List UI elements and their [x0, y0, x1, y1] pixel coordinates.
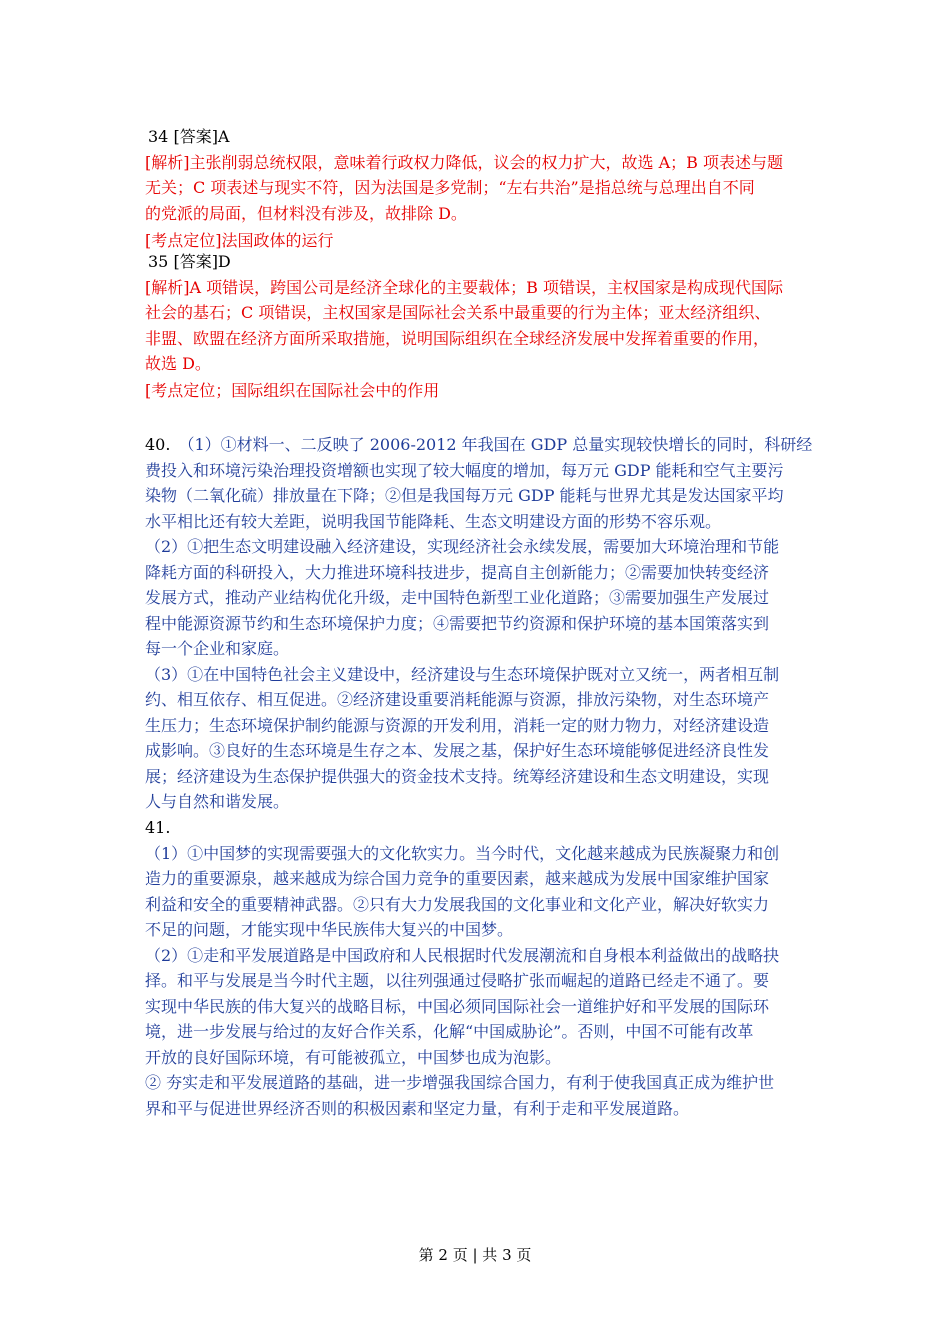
- q41-line: 境，进一步发展与给过的友好合作关系，化解“中国威胁论”。否则，中国不可能有改革: [145, 1022, 754, 1041]
- q40-line: 人与自然和谐发展。: [145, 792, 290, 811]
- q40-line: （2）①把生态文明建设融入经济建设，实现经济社会永续发展，需要加大环境治理和节能: [145, 537, 780, 556]
- q40-line: 降耗方面的科研投入，大力推进环境科技进步，提高自主创新能力；②需要加快转变经济: [145, 562, 770, 582]
- q40-line: 水平相比还有较大差距，说明我国节能降耗、生态文明建设方面的形势不容乐观。: [145, 511, 722, 531]
- q35-analysis-line: 社会的基石；C 项错误，主权国家是国际社会关系中最重要的行为主体；亚太经济组织、: [145, 303, 771, 322]
- q40-line: 成影响。③良好的生态环境是生存之本、发展之基，保护好生态环境能够促进经济良性发: [145, 741, 770, 760]
- q41-line: 实现中华民族的伟大复兴的战略目标，中国必须同国际社会一道维护好和平发展的国际环: [145, 996, 770, 1016]
- q35-block: [145, 249, 810, 403]
- q40-line: 发展方式，推动产业结构优化升级，走中国特色新型工业化道路；③需要加强生产发展过: [145, 588, 770, 607]
- q41-line: 造力的重要源泉，越来越成为综合国力竞争的重要因素，越来越成为发展中国家维护国家: [145, 869, 770, 888]
- q35-point: [考点定位；国际组织在国际社会中的作用: [145, 380, 440, 400]
- q40-line: 费投入和环境污染治理投资增额也实现了较大幅度的增加，每万元 GDP 能耗和空气主要污: [145, 460, 784, 480]
- q41-line: （2）①走和平发展道路是中国政府和人民根据时代发展潮流和自身根本利益做出的战略抉: [145, 945, 780, 965]
- q41-line: 择。和平与发展是当今时代主题，以往列强通过侵略扩张而崛起的道路已经走不通了。要: [145, 971, 770, 990]
- q41-line: 界和平与促进世界经济否则的积极因素和坚定力量，有利于走和平发展道路。: [145, 1098, 690, 1118]
- q41-line: （1）①中国梦的实现需要强大的文化软实力。当今时代，文化越来越成为民族凝聚力和创: [145, 843, 780, 863]
- q41-line: 不足的问题，才能实现中华民族伟大复兴的中国梦。: [145, 920, 514, 939]
- q40-block: [145, 432, 813, 815]
- q34-analysis-line: 无关；C 项表述与现实不符，因为法国是多党制；“左右共治”是指总统与总理出自不同: [145, 178, 755, 197]
- q40-line: 程中能源资源节约和生态环境保护力度；④需要把节约资源和保护环境的基本国策落实到: [145, 613, 770, 633]
- q40-line: 约、相互依存、相互促进。②经济建设重要消耗能源与资源，排放污染物，对生态环境产: [145, 690, 770, 709]
- q41-line: 开放的良好国际环境，有可能被孤立，中国梦也成为泡影。: [145, 1047, 562, 1067]
- q34-analysis-line: [解析]主张削弱总统权限，意味着行政权力降低，议会的权力扩大，故选 A；B 项表述与题: [145, 152, 783, 172]
- q34-answer: 34 [答案]A: [148, 127, 230, 146]
- q41-block: [145, 815, 810, 1121]
- q41-number: 41.: [145, 818, 171, 837]
- page-footer: 第 2 页 | 共 3 页: [418, 1246, 532, 1264]
- q40-line: 每一个企业和家庭。: [145, 639, 290, 658]
- q34-analysis-line: 的党派的局面，但材料没有涉及，故排除 D。: [145, 203, 467, 223]
- q35-analysis-line: [解析]A 项错误，跨国公司是经济全球化的主要载体；B 项错误，主权国家是构成现代国际: [145, 277, 783, 297]
- q40-line: 生压力；生态环境保护制约能源与资源的开发利用，消耗一定的财力物力，对经济建设造: [145, 715, 770, 735]
- q35-answer: 35 [答案]D: [148, 252, 231, 271]
- q34-point: [考点定位]法国政体的运行: [145, 231, 334, 250]
- q40-line: 展；经济建设为生态保护提供强大的资金技术支持。统筹经济建设和生态文明建设，实现: [145, 766, 770, 786]
- q35-analysis-line: 故选 D。: [145, 354, 211, 373]
- q41-line: 利益和安全的重要精神武器。②只有大力发展我国的文化事业和文化产业，解决好软实力: [145, 894, 770, 914]
- q35-analysis-line: 非盟、欧盟在经济方面所采取措施，说明国际组织在全球经济发展中发挥着重要的作用，: [145, 328, 770, 348]
- q41-line: ② 夯实走和平发展道路的基础，进一步增强我国综合国力，有利于使我国真正成为维护世: [145, 1073, 775, 1092]
- q34-block: [145, 124, 810, 254]
- q40-number: 40.: [145, 435, 171, 454]
- q40-line: 40. （1）①材料一、二反映了 2006-2012 年我国在 GDP 总量实现较快增长的同时，科研经: [145, 435, 813, 454]
- q40-line: （3）①在中国特色社会主义建设中，经济建设与生态环境保护既对立又统一，两者相互制: [145, 664, 780, 684]
- q40-line: 染物（二氧化硫）排放量在下降；②但是我国每万元 GDP 能耗与世界尤其是发达国家平均: [145, 486, 784, 505]
